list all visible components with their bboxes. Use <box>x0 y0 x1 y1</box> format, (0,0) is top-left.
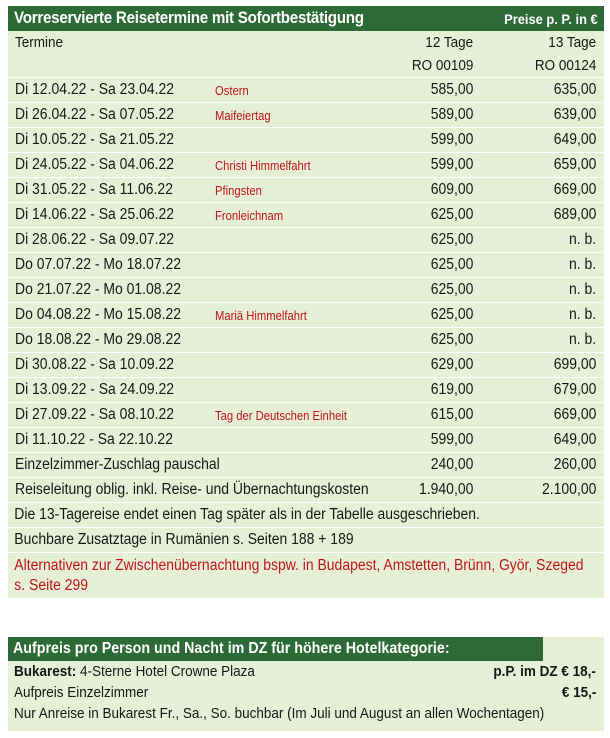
row-price-12: 609,00 <box>430 181 473 198</box>
table-row <box>8 78 604 103</box>
single-supplement-12: 240,00 <box>430 456 473 473</box>
column-12-tage: 12 Tage <box>425 34 473 51</box>
row-price-13: 689,00 <box>553 206 596 223</box>
table-row <box>8 378 604 403</box>
hotel-name: 4-Sterne Hotel Crowne Plaza <box>76 663 255 680</box>
row-price-13: 669,00 <box>553 181 596 198</box>
hotel-supplement-box <box>8 637 604 731</box>
arrival-line <box>8 703 604 724</box>
single-room-price: € 15,- <box>561 684 596 701</box>
row-holiday: Fronleichnam <box>215 209 284 223</box>
code-13-tage: RO 00124 <box>534 57 596 74</box>
row-holiday: Maifeiertag <box>215 109 271 123</box>
row-dates: Di 12.04.22 - Sa 23.04.22 <box>15 81 174 98</box>
dz-price: p.P. im DZ € 18,- <box>493 663 596 680</box>
row-price-13: n. b. <box>568 231 596 248</box>
row-dates: Di 31.05.22 - Sa 11.06.22 <box>15 181 173 198</box>
row-dates: Do 04.08.22 - Mo 15.08.22 <box>15 306 181 323</box>
row-price-13: 659,00 <box>553 156 596 173</box>
bukarest-hotel <box>14 663 255 680</box>
row-price-12: 615,00 <box>430 406 473 423</box>
row-dates: Di 28.06.22 - Sa 09.07.22 <box>15 231 174 248</box>
row-dates: Di 30.08.22 - Sa 10.09.22 <box>15 356 174 373</box>
table-row <box>8 178 604 203</box>
column-13-tage: 13 Tage <box>548 34 596 51</box>
table-row <box>8 303 604 328</box>
row-price-13: 669,00 <box>553 406 596 423</box>
column-termine: Termine <box>15 34 64 51</box>
single-room-line <box>8 682 604 703</box>
row-holiday: Mariä Himmelfahrt <box>215 309 307 323</box>
row-price-13: n. b. <box>568 306 596 323</box>
row-holiday: Christi Himmelfahrt <box>215 159 311 173</box>
row-dates: Do 18.08.22 - Mo 29.08.22 <box>15 331 181 348</box>
table-row <box>8 328 604 353</box>
row-price-12: 625,00 <box>430 331 473 348</box>
row-holiday: Pfingsten <box>215 184 262 198</box>
table-row <box>8 353 604 378</box>
row-price-13: n. b. <box>568 281 596 298</box>
table-row <box>8 203 604 228</box>
single-supplement-13: 260,00 <box>553 456 596 473</box>
single-supplement-label: Einzelzimmer-Zuschlag pauschal <box>15 456 220 473</box>
row-price-13: 699,00 <box>553 356 596 373</box>
table-row <box>8 128 604 153</box>
note-13-day-text: Die 13-Tagereise endet einen Tag später als in der Tabelle ausgeschrieben. <box>14 506 480 523</box>
row-price-13: 639,00 <box>553 106 596 123</box>
note-alternatives-text: Alternativen zur Zwischenübernachtung bspw. in Budapest, Amstetten, Brünn, Györ, Szeged s. Seite 299 <box>14 557 584 594</box>
dates-price-table <box>8 6 604 598</box>
row-price-12: 599,00 <box>430 131 473 148</box>
row-dates: Di 14.06.22 - Sa 25.06.22 <box>15 206 174 223</box>
row-price-12: 625,00 <box>430 306 473 323</box>
row-dates: Di 24.05.22 - Sa 04.06.22 <box>15 156 174 173</box>
note-extra-days-text: Buchbare Zusatztage in Rumänien s. Seiten 188 + 189 <box>14 531 354 548</box>
price-note: Preise p. P. in € <box>504 10 598 27</box>
row-dates: Di 13.09.22 - Sa 24.09.22 <box>15 381 174 398</box>
table-row <box>8 153 604 178</box>
code-12-tage: RO 00109 <box>411 57 473 74</box>
row-price-12: 629,00 <box>430 356 473 373</box>
single-room-label: Aufpreis Einzelzimmer <box>14 684 149 701</box>
row-price-12: 599,00 <box>430 431 473 448</box>
row-price-13: 649,00 <box>553 431 596 448</box>
supplement-title: Aufpreis pro Person und Nacht im DZ für höhere Hotelkategorie: <box>13 640 450 657</box>
row-price-13: n. b. <box>568 331 596 348</box>
row-price-12: 625,00 <box>430 206 473 223</box>
row-price-13: 635,00 <box>553 81 596 98</box>
table-row <box>8 403 604 428</box>
row-price-12: 599,00 <box>430 156 473 173</box>
table-header-bar <box>8 6 604 31</box>
note-13-day <box>8 503 604 528</box>
table-row <box>8 278 604 303</box>
row-dates: Di 11.10.22 - Sa 22.10.22 <box>15 431 173 448</box>
row-price-12: 585,00 <box>430 81 473 98</box>
row-holiday: Ostern <box>215 84 249 98</box>
table-row <box>8 103 604 128</box>
table-row <box>8 428 604 453</box>
tour-guide-12: 1.940,00 <box>418 481 473 498</box>
row-price-12: 625,00 <box>430 256 473 273</box>
single-supplement-row <box>8 453 604 478</box>
row-holiday: Tag der Deutschen Einheit <box>215 409 347 423</box>
column-header <box>8 31 604 78</box>
city-name: Bukarest: <box>14 663 77 680</box>
note-extra-days <box>8 528 604 553</box>
table-row <box>8 228 604 253</box>
row-price-12: 619,00 <box>430 381 473 398</box>
date-rows <box>8 78 604 453</box>
table-title: Vorreservierte Reisetermine mit Sofortbestätigung <box>14 9 364 27</box>
supplement-header <box>8 637 543 661</box>
row-price-12: 589,00 <box>430 106 473 123</box>
row-dates: Do 21.07.22 - Mo 01.08.22 <box>15 281 181 298</box>
row-price-13: 649,00 <box>553 131 596 148</box>
bukarest-line <box>8 661 604 682</box>
row-dates: Di 26.04.22 - Sa 07.05.22 <box>15 106 174 123</box>
note-alternatives <box>8 553 604 598</box>
tour-guide-label: Reiseleitung oblig. inkl. Reise- und Übernachtungskosten <box>15 481 369 498</box>
arrival-note: Nur Anreise in Bukarest Fr., Sa., So. buchbar (Im Juli und August an allen Wochentagen) <box>14 705 545 722</box>
row-dates: Do 07.07.22 - Mo 18.07.22 <box>15 256 181 273</box>
row-dates: Di 10.05.22 - Sa 21.05.22 <box>15 131 174 148</box>
row-price-13: n. b. <box>568 256 596 273</box>
row-price-13: 679,00 <box>553 381 596 398</box>
row-price-12: 625,00 <box>430 231 473 248</box>
tour-guide-13: 2.100,00 <box>541 481 596 498</box>
row-price-12: 625,00 <box>430 281 473 298</box>
table-row <box>8 253 604 278</box>
row-dates: Di 27.09.22 - Sa 08.10.22 <box>15 406 174 423</box>
tour-guide-row <box>8 478 604 503</box>
